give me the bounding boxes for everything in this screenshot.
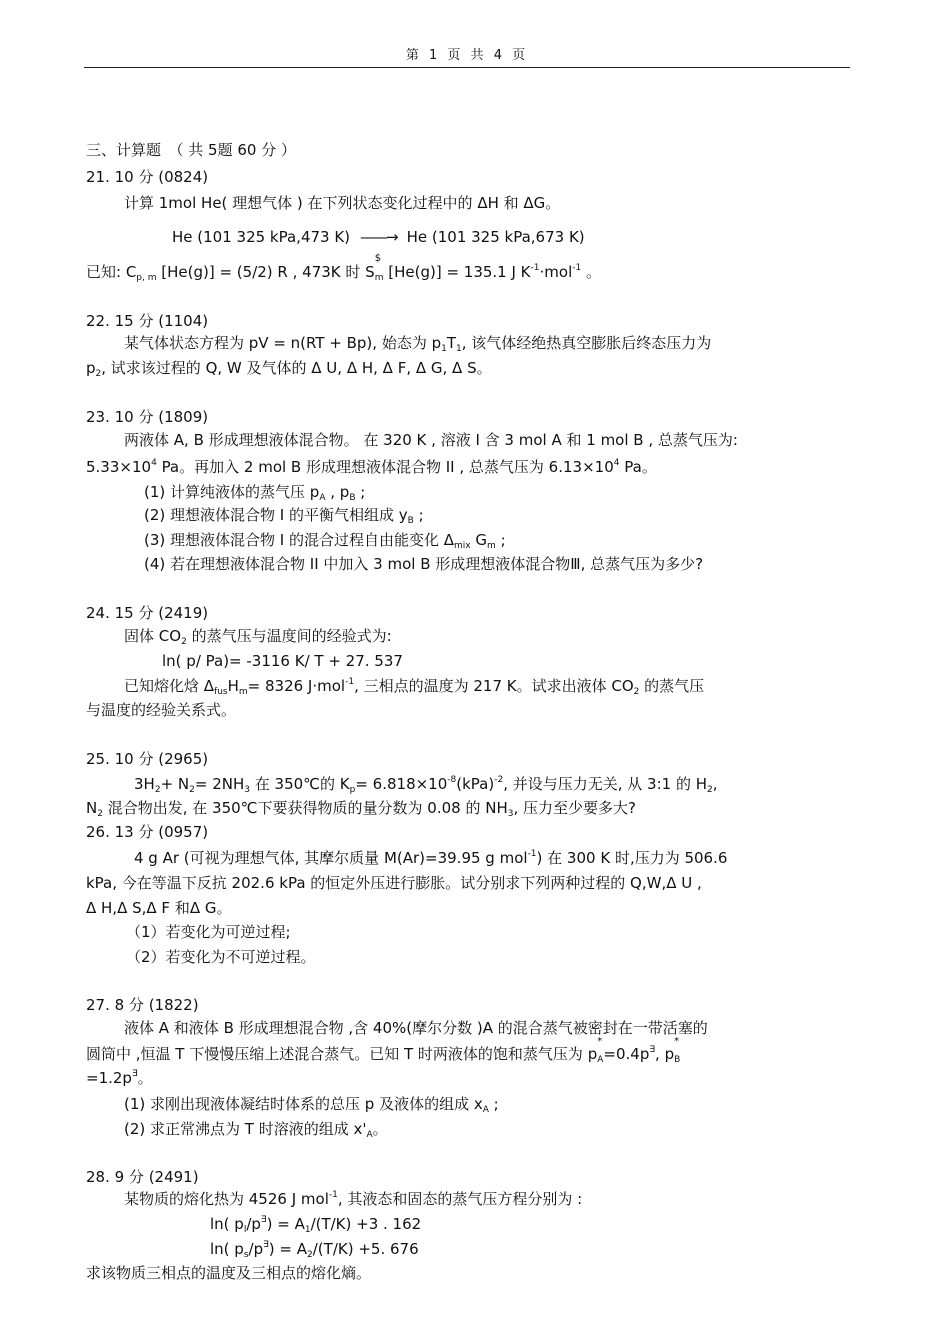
problem-23-question-3: (3) 理想液体混合物 I 的混合过程自由能变化 $\Delta_{mix}$ $G_m$ ;: [144, 531, 506, 551]
standard-pressure-mark: ∃: [260, 1215, 267, 1225]
reaction-arrow-icon: ——→: [360, 228, 397, 246]
header-divider: [84, 67, 850, 68]
standard-pressure-mark: ∃: [263, 1240, 269, 1250]
problem-25-text-1: $3H_2+ N_2= 2NH_3$ 在 350℃的 $K_p= 6.818\times 10^{-8}(kPa)^{-2}$, 并设与压力无关, 从 3:1 的 $H_2$,: [134, 775, 718, 795]
problem-27-text-1: 液体 A 和液体 B 形成理想混合物 ,含 40%(摩尔分数 )A 的混合蒸气被密封在一带活塞的: [124, 1019, 708, 1037]
problem-28-equation-2: ln( $p_s/p^\exists) = A_2/(T/K) +5$. 676: [210, 1240, 419, 1260]
problem-26-text-3: Δ H,Δ S,Δ F 和Δ G。: [86, 899, 232, 917]
problem-28-heading: 28. 9 分 (2491): [86, 1168, 199, 1186]
problem-27-question-1: (1) 求刚出现液体凝结时体系的总压 p 及液体的组成 $x_A$ ;: [124, 1095, 499, 1115]
standard-pressure-mark: ∃: [131, 1069, 138, 1079]
problem-28-equation-1: ln( $p_l/p^\exists) = A_1/(T/K) +3$ . 162: [210, 1215, 422, 1235]
page-header: 第 1 页 共 4 页: [405, 48, 529, 63]
problem-24-equation: ln( p/ Pa)= -3116 K/ T + 27. 537: [162, 652, 403, 670]
problem-24-text-2: 已知熔化焓 $\Delta_{fus}H_m= 8326$ J·mol$^{-1}$, 三相点的温度为 217 K。试求出液体 $CO_2$ 的蒸气压: [124, 677, 705, 697]
problem-26-text-1: 4 g Ar (可视为理想气体, 其摩尔质量 M(Ar)=39.95 g mol$^{-1}$) 在 300 K 时,压力为 506.6: [134, 849, 728, 867]
problem-23-heading: 23. 10 分 (1809): [86, 408, 209, 426]
problem-23-text-2: $5.33\times 10^4$ Pa。再加入 2 mol B 形成理想液体混合物 II , 总蒸气压为 $6.13\times 10^4$ Pa。: [86, 458, 657, 476]
problem-23-question-2: (2) 理想液体混合物 I 的平衡气相组成 $y_B$ ;: [144, 506, 424, 526]
problem-27-question-2: (2) 求正常沸点为 T 时溶液的组成 $x'_A$。: [124, 1120, 388, 1140]
problem-26-question-2: （2）若变化为不可逆过程。: [126, 948, 316, 966]
problem-21-text: 计算 1mol He( 理想气体 ) 在下列状态变化过程中的 ΔH 和 ΔG。: [124, 194, 561, 212]
problem-25-text-2: $N_2$ 混合物出发, 在 350℃下要获得物质的量分数为 0.08 的 $NH_3$, 压力至少要多大?: [86, 799, 636, 819]
problem-26-text-2: kPa, 今在等温下反抗 202.6 kPa 的恒定外压进行膨胀。试分别求下列两种过程的 Q,W,Δ U ,: [86, 874, 702, 892]
problem-27-text-3: =1.2p∃。: [86, 1069, 153, 1087]
problem-23-question-1: (1) 计算纯液体的蒸气压 $p_A$ , $p_B$ ;: [144, 483, 366, 503]
problem-21-given: 已知: $C_{p, m}$ [He(g)] = (5/2) R , 473K 时 S $ $_m$ [He(g)] = 135.1 J $K^{-1}\cdot mol^{-1}$ 。: [86, 262, 601, 282]
problem-27-text-2: 圆筒中 ,恒温 T 下慢慢压缩上述混合蒸气。已知 T 时两液体的饱和蒸气压为 p * $_A$=0.4p∃, p * $_B$: [86, 1036, 681, 1065]
problem-25-heading: 25. 10 分 (2965): [86, 750, 209, 768]
problem-23-text-1: 两液体 A, B 形成理想液体混合物。 在 320 K , 溶液 I 含 3 mol A 和 1 mol B , 总蒸气压为:: [124, 431, 738, 449]
problem-24-text-1: 固体 $CO_2$ 的蒸气压与温度间的经验式为:: [124, 627, 392, 647]
problem-23-question-4: (4) 若在理想液体混合物 II 中加入 3 mol B 形成理想液体混合物Ⅲ, 总蒸气压为多少?: [144, 555, 704, 573]
standard-state-mark: $: [374, 253, 382, 264]
problem-28-text-1: 某物质的熔化热为 4526 J mol$^{-1}$, 其液态和固态的蒸气压方程分别为 :: [124, 1190, 583, 1208]
problem-24-heading: 24. 15 分 (2419): [86, 604, 209, 622]
problem-22-text-2: $p_2$, 试求该过程的 Q, W 及气体的 Δ U, Δ H, Δ F, Δ G, Δ S。: [86, 359, 492, 379]
problem-27-heading: 27. 8 分 (1822): [86, 996, 199, 1014]
standard-pressure-mark: ∃: [649, 1045, 656, 1055]
section-title: 三、计算题 （ 共 5题 60 分 ）: [86, 141, 296, 159]
problem-28-text-2: 求该物质三相点的温度及三相点的熔化熵。: [86, 1264, 372, 1282]
problem-22-heading: 22. 15 分 (1104): [86, 312, 209, 330]
problem-21-heading: 21. 10 分 (0824): [86, 168, 209, 186]
problem-22-text-1: 某气体状态方程为 pV = n(RT + Bp), 始态为 $p_1T_1$, 该气体经绝热真空膨胀后终态压力为: [124, 334, 712, 354]
problem-21-equation: He (101 325 kPa,473 K) ——→ He (101 325 kPa,673 K): [172, 228, 585, 246]
problem-26-question-1: （1）若变化为可逆过程;: [126, 923, 291, 941]
problem-24-text-3: 与温度的经验关系式。: [86, 701, 237, 719]
problem-26-heading: 26. 13 分 (0957): [86, 823, 209, 841]
